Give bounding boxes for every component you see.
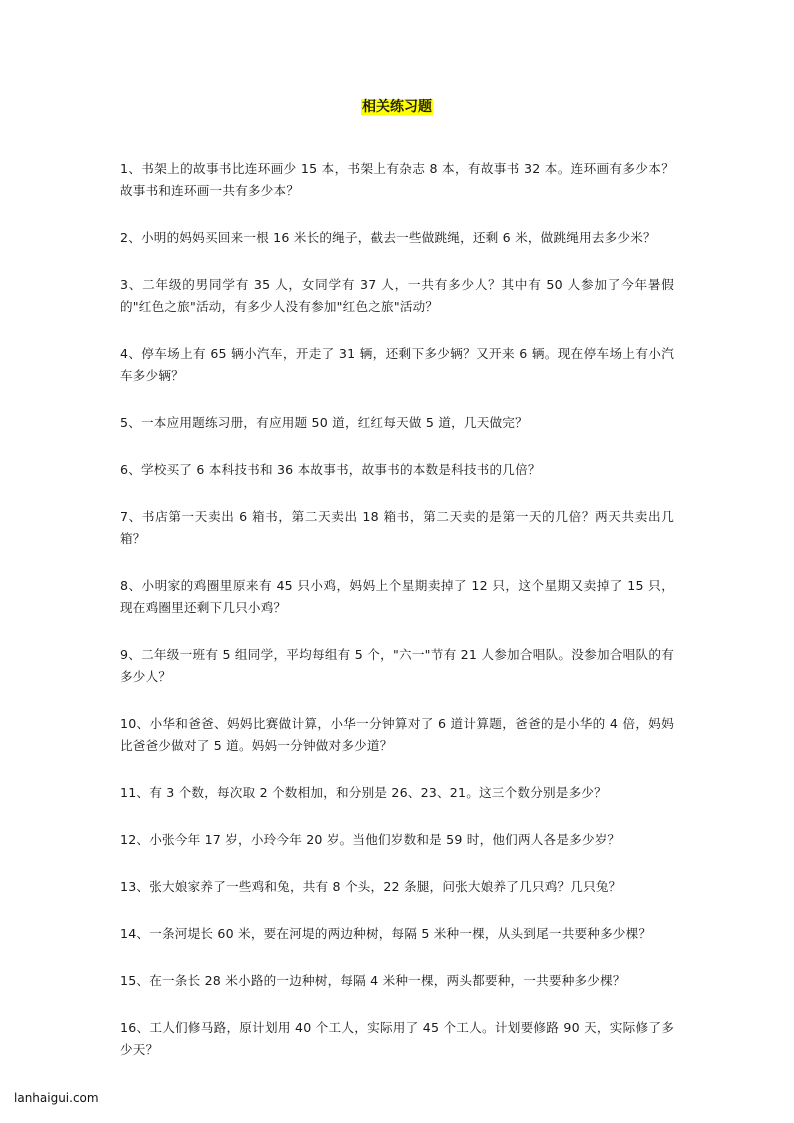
question-item: 9、二年级一班有 5 组同学，平均每组有 5 个，"六一"节有 21 人参加合唱队。没参加合唱队的有多少人？: [120, 647, 674, 684]
question-item: 7、书店第一天卖出 6 箱书，第二天卖出 18 箱书，第二天卖的是第一天的几倍？两天共卖出几箱？: [120, 509, 674, 546]
question-item: 16、工人们修马路，原计划用 40 个工人，实际用了 45 个工人。计划要修路 90 天，实际修了多少天？: [120, 1020, 674, 1057]
question-item: 12、小张今年 17 岁，小玲今年 20 岁。当他们岁数和是 59 时，他们两人各是多少岁？: [120, 832, 621, 847]
question-item: 2、小明的妈妈买回来一根 16 米长的绳子，截去一些做跳绳，还剩 6 米，做跳绳用去多少米？: [120, 230, 656, 245]
question-item: 3、二年级的男同学有 35 人，女同学有 37 人，一共有多少人？其中有 50 人参加了今年暑假的"红色之旅"活动，有多少人没有参加"红色之旅"活动？: [120, 277, 674, 314]
question-item: 8、小明家的鸡圈里原来有 45 只小鸡，妈妈上个星期卖掉了 12 只，这个星期又卖掉了 15 只，现在鸡圈里还剩下几只小鸡？: [120, 578, 674, 615]
question-item: 15、在一条长 28 米小路的一边种树，每隔 4 米种一棵，两头都要种，一共要种多少棵？: [120, 973, 626, 988]
question-item: 1、书架上的故事书比连环画少 15 本，书架上有杂志 8 本，有故事书 32 本。连环画有多少本？故事书和连环画一共有多少本？: [120, 161, 674, 198]
page-title: [0, 96, 794, 118]
footer-watermark: lanhaigui.com: [14, 1091, 99, 1105]
question-item: 6、学校买了 6 本科技书和 36 本故事书，故事书的本数是科技书的几倍？: [120, 462, 541, 477]
question-item: 10、小华和爸爸、妈妈比赛做计算，小华一分钟算对了 6 道计算题，爸爸的是小华的 4 倍，妈妈比爸爸少做对了 5 道。妈妈一分钟做对多少道？: [120, 716, 674, 753]
question-list: [120, 158, 674, 1086]
page-title-text: 相关练习题: [362, 99, 432, 115]
question-item: 4、停车场上有 65 辆小汽车，开走了 31 辆，还剩下多少辆？又开来 6 辆。现在停车场上有小汽车多少辆？: [120, 346, 674, 383]
question-item: 5、一本应用题练习册，有应用题 50 道，红红每天做 5 道，几天做完？: [120, 415, 528, 430]
question-item: 14、一条河堤长 60 米，要在河堤的两边种树，每隔 5 米种一棵，从头到尾一共要种多少棵？: [120, 926, 652, 941]
question-item: 13、张大娘家养了一些鸡和兔，共有 8 个头，22 条腿，问张大娘养了几只鸡？几只兔？: [120, 879, 622, 894]
question-item: 11、有 3 个数，每次取 2 个数相加，和分别是 26、23、21。这三个数分别是多少？: [120, 785, 607, 800]
